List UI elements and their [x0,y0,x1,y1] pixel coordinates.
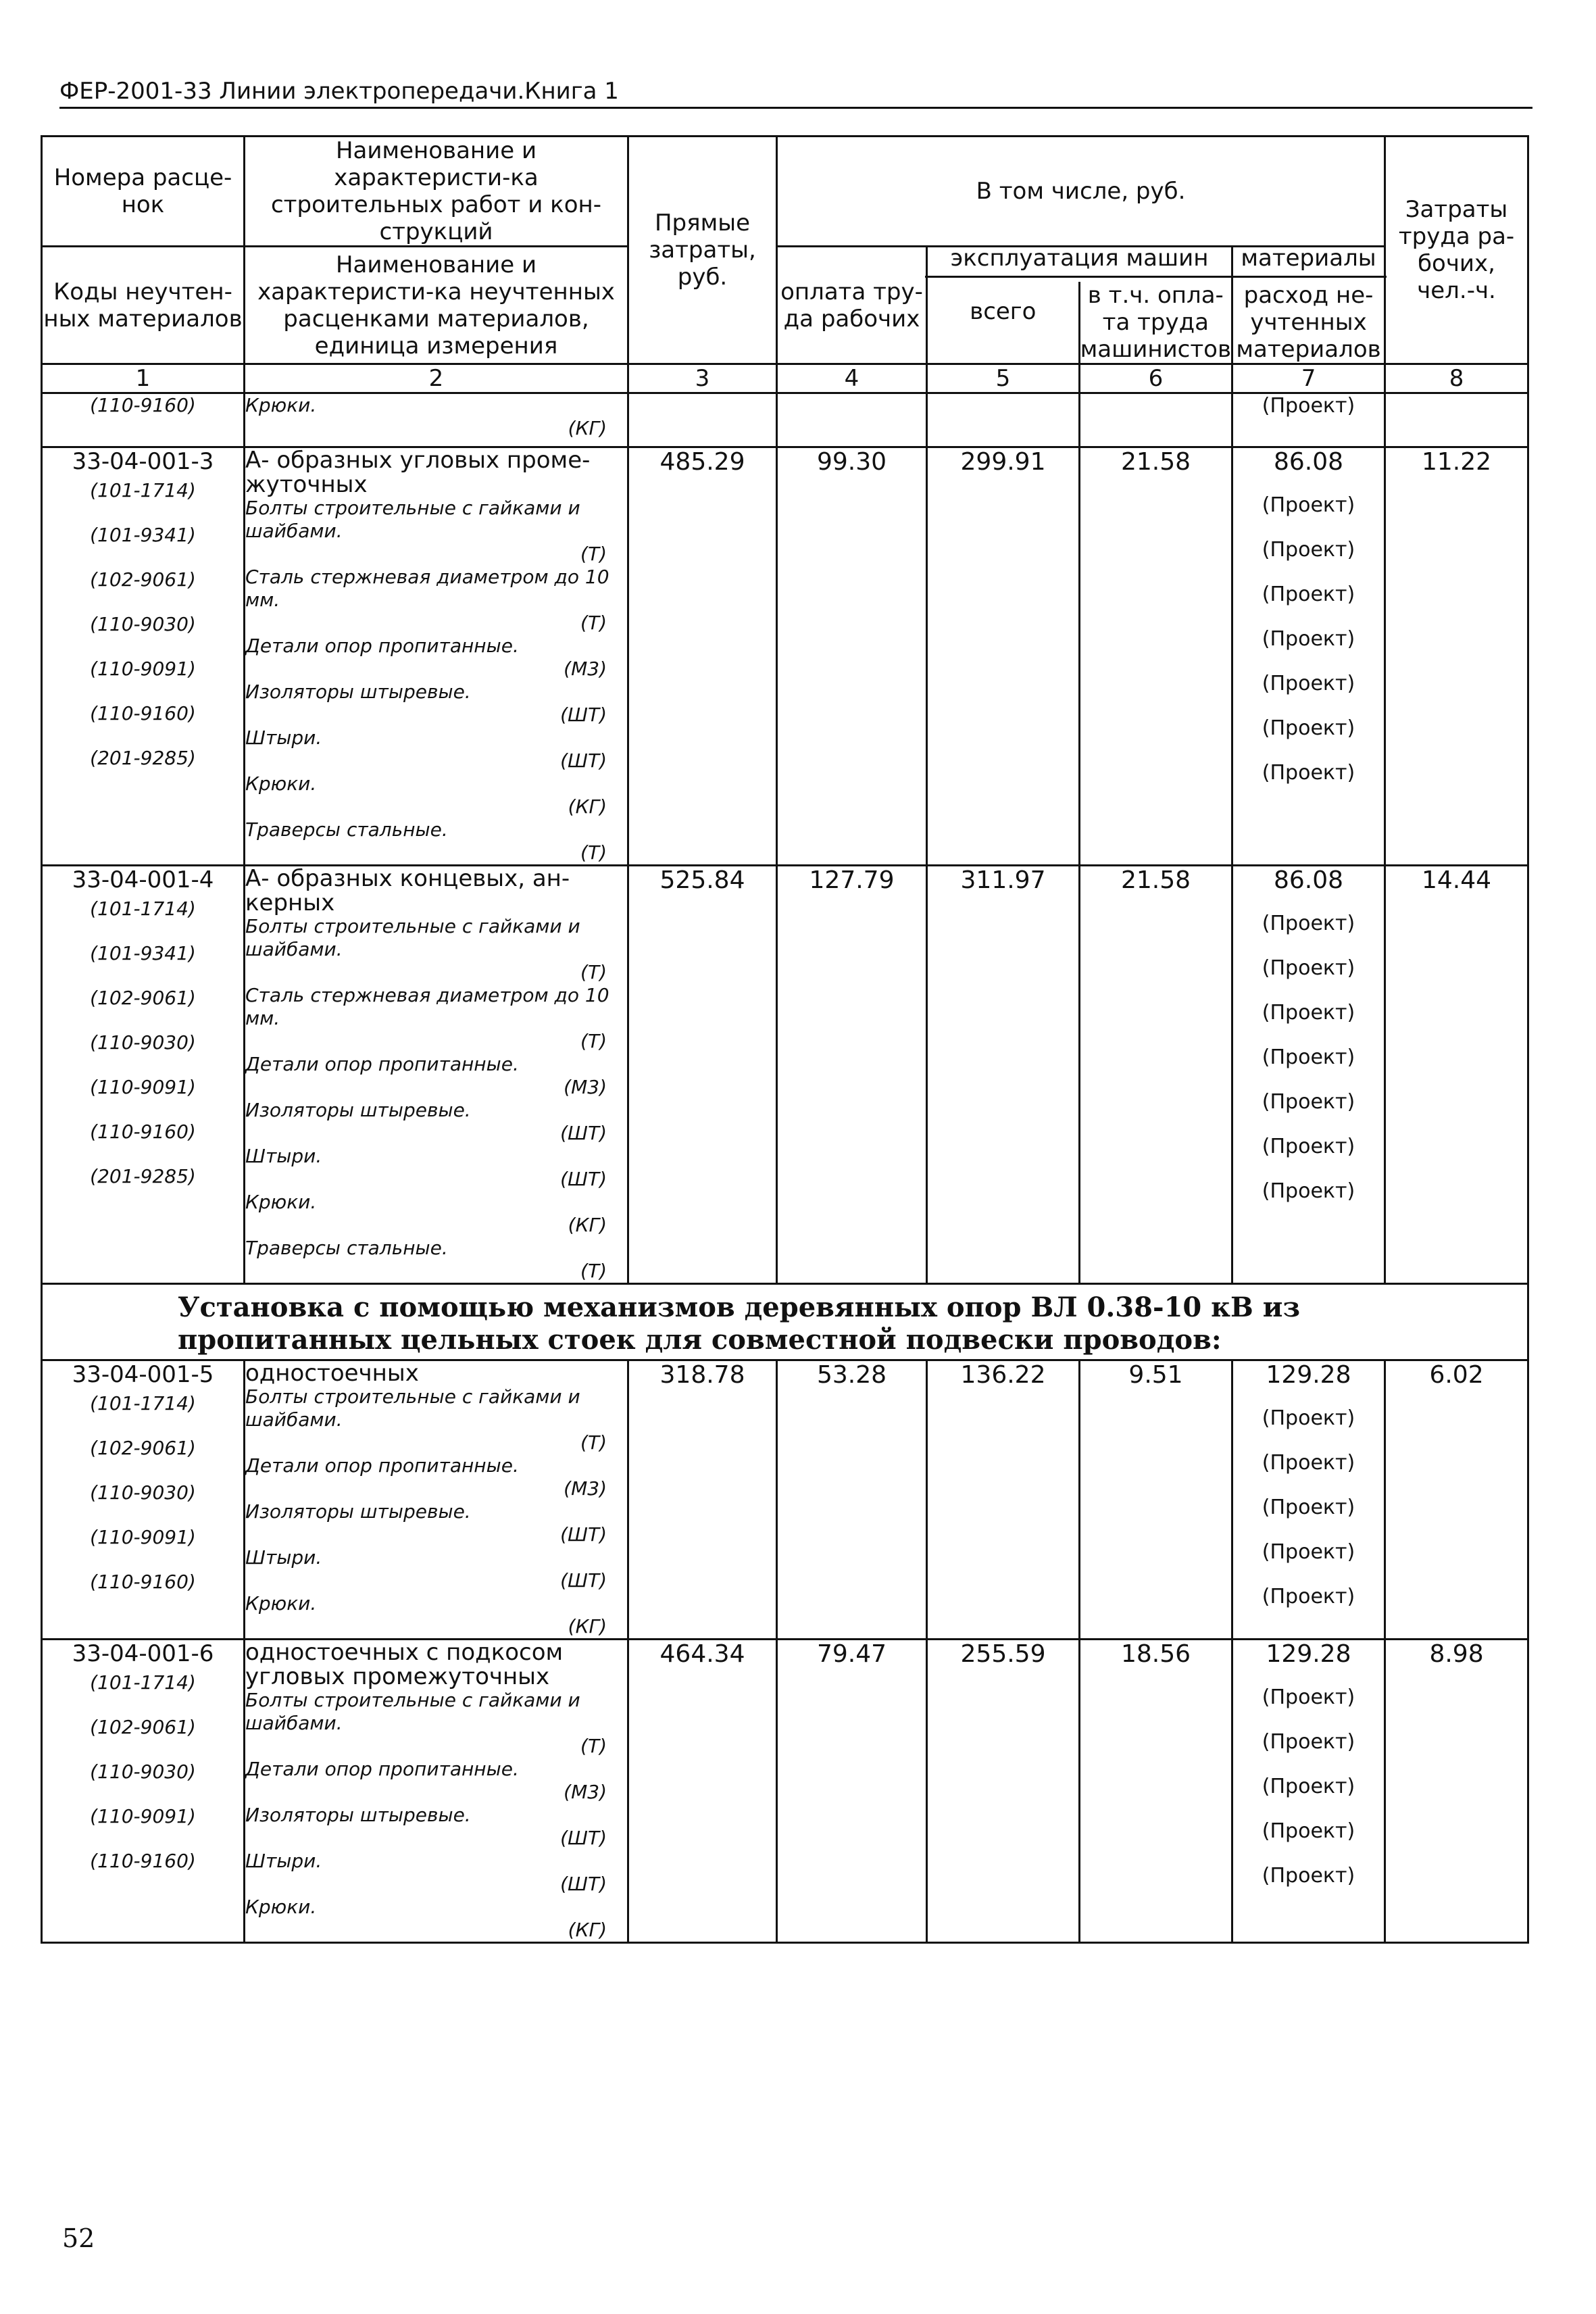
rate-description-cell [245,866,628,1284]
colnum-8: 8 [1385,364,1528,393]
colnum-6: 6 [1080,364,1232,393]
material-item [245,818,627,864]
material-item [245,1053,627,1099]
material-unit: (ШТ) [560,1827,607,1849]
rate-code-cell [42,1360,245,1640]
material-item [245,1896,627,1942]
material-item [245,1546,627,1592]
material-proj: (Проект) [1262,1090,1355,1114]
page-header-title: ФЕР-2001-33 Линии электропередачи.Книга 1 [59,78,619,105]
rate-mach: 255.59 [927,1640,1080,1943]
rate-hours: 14.44 [1385,866,1528,1284]
material-code: (110-9030) [90,613,196,635]
rate-pay: 99.30 [777,447,927,866]
rate-hours: 8.98 [1385,1640,1528,1943]
rate-mach: 311.97 [927,866,1080,1284]
material-name: Крюки. [245,394,317,416]
material-proj: (Проект) [1262,583,1355,606]
material-unit: (М3) [564,1781,607,1803]
material-item [245,1758,627,1804]
material-code: (102-9061) [90,568,196,591]
col-name-rate: Наименование и характеристи-ка строительных работ и кон-струкций [245,137,628,247]
rate-pay: 53.28 [777,1360,927,1640]
material-name: Изоляторы штыревые. [245,681,471,703]
material-name: Болты строительные с гайками и шайбами. [245,497,580,542]
page-number: 52 [62,2223,95,2253]
rate-title: А- образных концевых, ан-керных [245,865,570,916]
col-rate-number: Номера расце-нок [42,137,245,247]
material-item [245,915,627,984]
material-code: (102-9061) [90,1437,196,1459]
col-direct-costs: Прямые затраты, руб. [628,137,777,364]
empty-cell [1080,393,1232,447]
material-code: (102-9061) [90,987,196,1009]
material-code: (201-9285) [90,747,196,769]
material-name: Траверсы стальные. [245,818,448,841]
rate-mach: 299.91 [927,447,1080,866]
rate-driver: 9.51 [1080,1360,1232,1640]
material-code: (110-9160) [90,1850,196,1872]
rate-direct: 318.78 [628,1360,777,1640]
material-proj: (Проект) [1262,672,1355,695]
col-including: В том числе, руб. [777,137,1385,247]
rate-row [42,866,1528,1284]
col-material-codes: Коды неучтен-ных материалов [42,247,245,364]
material-item [245,1592,627,1638]
material-item [245,1689,627,1758]
colnum-3: 3 [628,364,777,393]
material-item [245,1850,627,1896]
rate-row [42,1640,1528,1943]
rate-mat [1232,1360,1385,1640]
col-machines-total: всего [928,282,1080,368]
material-name: Сталь стержневая диаметром до 10 мм. [245,984,609,1029]
rate-materials-value: 86.08 [1273,448,1344,476]
material-name: Детали опор пропитанные. [245,1454,519,1477]
material-code: (101-1714) [90,1671,196,1694]
material-unit: (ШТ) [560,1168,607,1190]
rate-title: А- образных угловых проме-жуточных [245,447,591,498]
material-code: (110-9160) [42,393,245,447]
rate-code: 33-04-001-5 [72,1361,214,1388]
rate-code-cell [42,447,245,866]
material-item [245,635,627,681]
material-item [245,1191,627,1237]
rate-code: 33-04-001-6 [72,1640,214,1667]
col-materials-label: материалы [1230,245,1387,278]
material-item [245,1385,627,1454]
rate-mat [1232,1640,1385,1943]
material-unit: (Т) [580,612,607,634]
machines-subcols [928,282,1231,363]
material-code: (110-9091) [90,1076,196,1098]
empty-cell [777,393,927,447]
material-unit: (ШТ) [560,749,607,772]
rate-pay: 79.47 [777,1640,927,1943]
material-item [245,1099,627,1145]
material-unit: (КГ) [568,417,607,439]
rate-description-cell [245,1360,628,1640]
material-proj: (Проект) [1262,1864,1355,1888]
material-code: (110-9030) [90,1031,196,1054]
material-code: (110-9160) [90,1121,196,1143]
material-unit: (КГ) [568,1214,607,1236]
col-labor-hours: Затраты труда ра-бочих, чел.-ч. [1385,137,1528,364]
rate-mat [1232,447,1385,866]
material-proj: (Проект) [1262,1496,1355,1519]
material-proj: (Проект) [1262,1001,1355,1025]
material-unit: (Т) [580,1431,607,1454]
col-materials-unaccounted: расход не-учтенных материалов [1236,282,1381,363]
material-code: (102-9061) [90,1716,196,1738]
material-proj: (Проект) [1262,912,1355,935]
rate-direct: 464.34 [628,1640,777,1943]
material-item [245,1454,627,1500]
material-item [245,1145,627,1191]
material-code: (101-9341) [90,942,196,964]
material-proj: (Проект) [1262,1819,1355,1843]
rate-driver: 21.58 [1080,447,1232,866]
colnum-1: 1 [42,364,245,393]
material-item [245,1500,627,1546]
rate-title: одностоечных [245,1360,419,1387]
material-item [245,1804,627,1850]
rate-hours: 11.22 [1385,447,1528,866]
table-body [42,137,1528,1943]
material-name: Детали опор пропитанные. [245,1758,519,1780]
col-labor-pay: оплата тру-да рабочих [777,247,927,364]
material-unit: (КГ) [568,795,607,818]
rate-code: 33-04-001-3 [72,448,214,475]
material-proj: (Проект) [1262,1730,1355,1754]
material-item [245,984,627,1053]
colnum-5: 5 [927,364,1080,393]
material-code: (110-9030) [90,1761,196,1783]
rate-code: 33-04-001-4 [72,866,214,893]
material-unit: (КГ) [568,1615,607,1638]
rate-title: одностоечных с подкосом угловых промежуточных [245,1639,564,1690]
material-name: Изоляторы штыревые. [245,1099,471,1121]
material-unit: (Т) [580,1260,607,1282]
material-name: Траверсы стальные. [245,1237,448,1259]
material-name: Штыри. [245,1850,322,1872]
rate-code-cell [42,866,245,1284]
material-name: Болты строительные с гайками и шайбами. [245,1385,580,1431]
material-proj: (Проект) [1262,1540,1355,1564]
material-name: Крюки. [245,772,317,795]
material-proj: (Проект) [1262,493,1355,517]
material-unit: (ШТ) [560,1122,607,1144]
rate-row [42,1360,1528,1640]
page-header [59,76,1532,109]
material-unit: (Т) [580,1735,607,1757]
material-proj: (Проект) [1262,1775,1355,1798]
rate-hours: 6.02 [1385,1360,1528,1640]
rate-row [42,447,1528,866]
rate-direct: 525.84 [628,866,777,1284]
column-numbers-row [42,364,1528,393]
rate-description-cell [245,447,628,866]
material-unit: (КГ) [568,1919,607,1941]
colnum-7: 7 [1232,364,1385,393]
material-unit: (ШТ) [560,1569,607,1592]
rates-table [41,135,1529,1944]
material-item [245,772,627,818]
material-unit: (М3) [564,1477,607,1500]
material-proj: (Проект) [1262,627,1355,651]
material-proj: (Проект) [1262,761,1355,785]
colnum-2: 2 [245,364,628,393]
material-code: (101-1714) [90,479,196,501]
colnum-4: 4 [777,364,927,393]
material-name: Штыри. [245,1546,322,1569]
table-row [42,393,1528,447]
material-code: (110-9160) [90,702,196,724]
material-name: Штыри. [245,727,322,749]
material-name: Болты строительные с гайками и шайбами. [245,915,580,960]
rate-driver: 18.56 [1080,1640,1232,1943]
material-name: Изоляторы штыревые. [245,1804,471,1826]
material-item [245,566,627,635]
material-unit: (М3) [564,658,607,680]
material-code: (201-9285) [90,1165,196,1187]
material-unit: (Т) [580,1030,607,1052]
rate-direct: 485.29 [628,447,777,866]
material-proj: (Проект) [1262,1406,1355,1430]
rate-driver: 21.58 [1080,866,1232,1284]
section-title: Установка с помощью механизмов деревянных опор ВЛ 0.38-10 кВ из пропитанных цельных стоек для совместной подвески проводов: [42,1284,1528,1360]
rate-materials-value: 86.08 [1273,866,1344,894]
material-proj: (Проект) [1262,1451,1355,1475]
rate-materials-value: 129.28 [1266,1361,1351,1389]
col-machines [927,247,1232,364]
material-item [245,681,627,727]
material-name: Болты строительные с гайками и шайбами. [245,1689,580,1734]
material-unit: (Т) [580,543,607,565]
material-code: (110-9091) [90,1526,196,1548]
material-code: (110-9091) [90,658,196,680]
material-unit: (ШТ) [560,704,607,726]
material-unit: (М3) [564,1076,607,1098]
material-name: Штыри. [245,1145,322,1167]
material-proj: (Проект) [1262,956,1355,980]
material-unit: (ШТ) [560,1523,607,1546]
material-item [245,497,627,566]
material-name: Крюки. [245,1592,317,1615]
material-name: Детали опор пропитанные. [245,635,519,657]
material-proj: (Проект) [1262,1685,1355,1709]
rate-description-cell [245,1640,628,1943]
material-proj: (Проект) [1262,1135,1355,1158]
material-proj: (Проект) [1232,393,1385,447]
material-proj: (Проект) [1262,1585,1355,1608]
material-item [245,727,627,772]
material-code: (110-9091) [90,1805,196,1827]
col-name-materials: Наименование и характеристи-ка неучтенных расценками материалов, единица измерения [245,247,628,364]
material-code: (101-1714) [90,897,196,920]
material-item [245,1237,627,1283]
rate-mach: 136.22 [927,1360,1080,1640]
material-proj: (Проект) [1262,538,1355,562]
rate-code-cell [42,1640,245,1943]
material-code: (110-9030) [90,1481,196,1504]
material-code: (110-9160) [90,1571,196,1593]
material-unit: (ШТ) [560,1873,607,1895]
empty-cell [628,393,777,447]
rate-mat [1232,866,1385,1284]
empty-cell [1385,393,1528,447]
material-code: (101-1714) [90,1392,196,1414]
material-name: Крюки. [245,1896,317,1918]
section-row [42,1284,1528,1360]
material-proj: (Проект) [1262,1179,1355,1203]
col-machines-driver: в т.ч. опла-та труда машинистов [1080,282,1231,363]
col-materials [1232,247,1385,364]
material-name: Крюки. [245,1191,317,1213]
header-row-2 [42,247,1528,364]
col-machines-label: эксплуатация машин [925,245,1234,278]
material-proj: (Проект) [1262,716,1355,740]
empty-cell [927,393,1080,447]
material-name: Детали опор пропитанные. [245,1053,519,1075]
header-row [42,137,1528,247]
material-unit: (Т) [580,961,607,983]
material-name: Изоляторы штыревые. [245,1500,471,1523]
material-proj: (Проект) [1262,1045,1355,1069]
material-name: Сталь стержневая диаметром до 10 мм. [245,566,609,611]
material-unit: (Т) [580,841,607,864]
rate-pay: 127.79 [777,866,927,1284]
material-code: (101-9341) [90,524,196,546]
material-cell [245,393,628,447]
rate-materials-value: 129.28 [1266,1640,1351,1668]
